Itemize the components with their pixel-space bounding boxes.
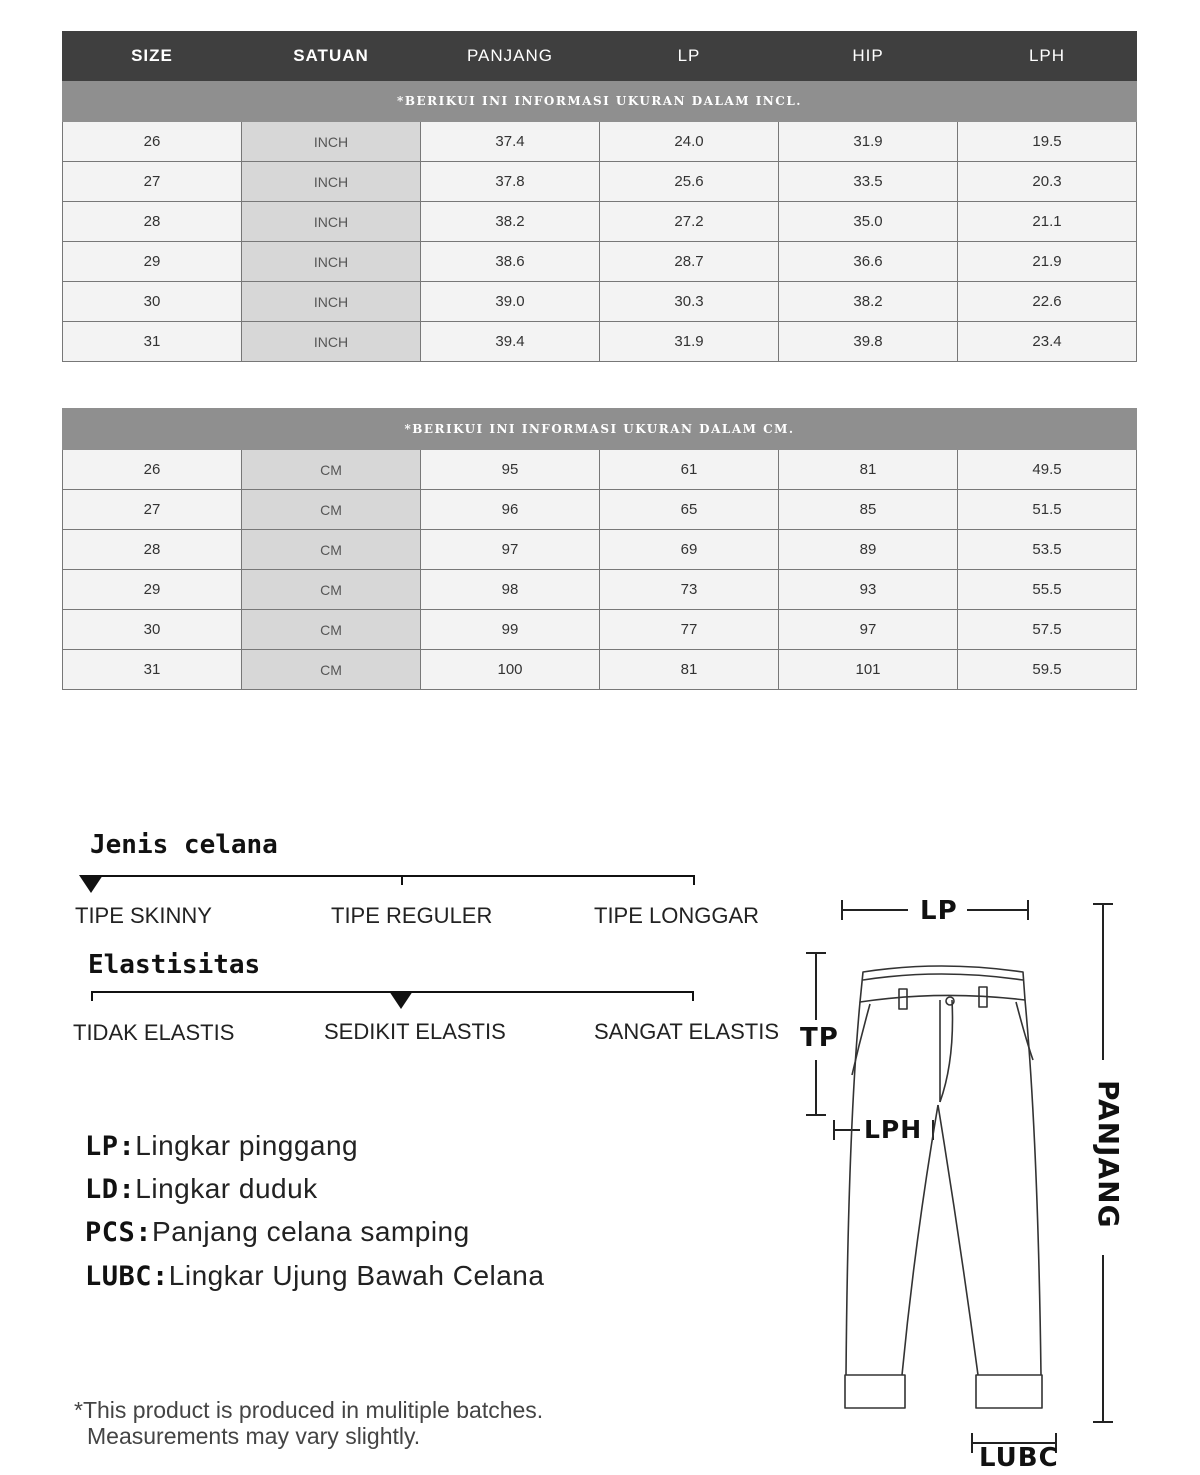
table-cell: INCH: [242, 202, 421, 242]
header-lph: LPH: [958, 32, 1137, 81]
table-row: [63, 570, 1137, 610]
batch-note: *This product is produced in mulitiple batches. Measurements may vary slightly.: [74, 1397, 544, 1449]
header-size: SIZE: [63, 32, 242, 81]
table-cell: 28.7: [600, 242, 779, 282]
table-cell: INCH: [242, 282, 421, 322]
table-cell: 81: [600, 650, 779, 690]
table-cell: 97: [421, 530, 600, 570]
table-cell: 51.5: [958, 490, 1137, 530]
table-cell: INCH: [242, 122, 421, 162]
inch-info-note: *BERIKUI INI INFORMASI UKURAN DALAM INCL.: [63, 81, 1137, 122]
header-satuan: SATUAN: [242, 32, 421, 81]
table-row: [63, 282, 1137, 322]
table-row: [63, 202, 1137, 242]
elastis-tick-end: [692, 991, 694, 1001]
table-row: [63, 530, 1137, 570]
diagram-label-panjang: PANJANG: [1092, 1080, 1125, 1229]
table-cell: CM: [242, 450, 421, 490]
glossary-item: LD:Lingkar duduk: [85, 1173, 318, 1205]
table-cell: CM: [242, 490, 421, 530]
table-cell: 31.9: [779, 122, 958, 162]
glossary-item: LP:Lingkar pinggang: [85, 1130, 359, 1162]
table-cell: 26: [63, 450, 242, 490]
table-row: [63, 610, 1137, 650]
table-cell: 77: [600, 610, 779, 650]
table-cell: 35.0: [779, 202, 958, 242]
diagram-label-lp: LP: [920, 896, 958, 926]
table-cell: 22.6: [958, 282, 1137, 322]
table-cell: 61: [600, 450, 779, 490]
table-cell: 38.2: [421, 202, 600, 242]
table-cell: 49.5: [958, 450, 1137, 490]
table-cell: 96: [421, 490, 600, 530]
jenis-scale-line: [90, 875, 695, 877]
table-cell: 24.0: [600, 122, 779, 162]
table-cell: 21.9: [958, 242, 1137, 282]
elastis-label-tidak: TIDAK ELASTIS: [73, 1020, 235, 1045]
table-cell: 57.5: [958, 610, 1137, 650]
elastis-label-sedikit: SEDIKIT ELASTIS: [324, 1019, 506, 1044]
table-cell: INCH: [242, 242, 421, 282]
table-cell: CM: [242, 530, 421, 570]
header-lp: LP: [600, 32, 779, 81]
table-cell: 27.2: [600, 202, 779, 242]
table-row: [63, 322, 1137, 362]
elastis-label-sangat: SANGAT ELASTIS: [594, 1019, 780, 1044]
table-cell: 30: [63, 610, 242, 650]
table-row: [63, 242, 1137, 282]
diagram-label-tp: TP: [800, 1023, 839, 1053]
table-cell: 99: [421, 610, 600, 650]
table-cell: 23.4: [958, 322, 1137, 362]
table-cell: 55.5: [958, 570, 1137, 610]
jenis-label-longgar: TIPE LONGGAR: [594, 903, 760, 928]
table-cell: 81: [779, 450, 958, 490]
table-cell: CM: [242, 610, 421, 650]
jenis-marker-icon: [79, 875, 103, 893]
table-cell: 85: [779, 490, 958, 530]
cm-info-note: *BERIKUI INI INFORMASI UKURAN DALAM CM.: [63, 409, 1137, 450]
table-cell: 37.4: [421, 122, 600, 162]
table-cell: 29: [63, 242, 242, 282]
elastis-title: Elastisitas: [88, 950, 261, 980]
table-cell: 29: [63, 570, 242, 610]
table-cell: 100: [421, 650, 600, 690]
table-cell: 31: [63, 650, 242, 690]
header-panjang: PANJANG: [421, 32, 600, 81]
diagram-label-lph: LPH: [864, 1115, 923, 1144]
table-cell: 25.6: [600, 162, 779, 202]
jenis-label-skinny: TIPE SKINNY: [75, 903, 212, 928]
elastis-marker-icon: [389, 991, 413, 1009]
table-cell: 73: [600, 570, 779, 610]
table-header-row: [63, 32, 1137, 81]
table-cell: 95: [421, 450, 600, 490]
table-cell: 53.5: [958, 530, 1137, 570]
table-cell: 27: [63, 490, 242, 530]
table-cell: 31.9: [600, 322, 779, 362]
jenis-title: Jenis celana: [90, 830, 278, 860]
table-row: [63, 162, 1137, 202]
table-cell: 38.2: [779, 282, 958, 322]
table-cell: CM: [242, 650, 421, 690]
size-table-inch: [62, 31, 1137, 362]
table-cell: INCH: [242, 162, 421, 202]
table-cell: 59.5: [958, 650, 1137, 690]
glossary-item: PCS:Panjang celana samping: [85, 1216, 470, 1248]
glossary-item: LUBC:Lingkar Ujung Bawah Celana: [85, 1260, 545, 1292]
jenis-label-reguler: TIPE REGULER: [331, 903, 493, 928]
size-table-cm: [62, 408, 1137, 690]
jenis-tick-mid: [401, 875, 403, 885]
jenis-tick-end: [693, 875, 695, 885]
table-row: [63, 490, 1137, 530]
table-cell: 38.6: [421, 242, 600, 282]
table-cell: 97: [779, 610, 958, 650]
table-cell: 37.8: [421, 162, 600, 202]
table-cell: 20.3: [958, 162, 1137, 202]
table-cell: 101: [779, 650, 958, 690]
table-cell: 30.3: [600, 282, 779, 322]
table-cell: 28: [63, 202, 242, 242]
table-cell: 31: [63, 322, 242, 362]
table-cell: 39.8: [779, 322, 958, 362]
table-cell: 28: [63, 530, 242, 570]
table-cell: CM: [242, 570, 421, 610]
table-cell: 36.6: [779, 242, 958, 282]
table-cell: INCH: [242, 322, 421, 362]
table-cell: 27: [63, 162, 242, 202]
table-cell: 98: [421, 570, 600, 610]
table-row: [63, 122, 1137, 162]
table-cell: 26: [63, 122, 242, 162]
table-cell: 69: [600, 530, 779, 570]
table-cell: 39.4: [421, 322, 600, 362]
table-cell: 21.1: [958, 202, 1137, 242]
table-cell: 33.5: [779, 162, 958, 202]
elastis-tick-start: [91, 991, 93, 1001]
table-cell: 65: [600, 490, 779, 530]
table-row: [63, 650, 1137, 690]
table-cell: 89: [779, 530, 958, 570]
table-row: [63, 450, 1137, 490]
table-cell: 19.5: [958, 122, 1137, 162]
header-hip: HIP: [779, 32, 958, 81]
table-cell: 30: [63, 282, 242, 322]
table-cell: 93: [779, 570, 958, 610]
diagram-label-lubc: LUBC: [979, 1443, 1059, 1473]
table-cell: 39.0: [421, 282, 600, 322]
